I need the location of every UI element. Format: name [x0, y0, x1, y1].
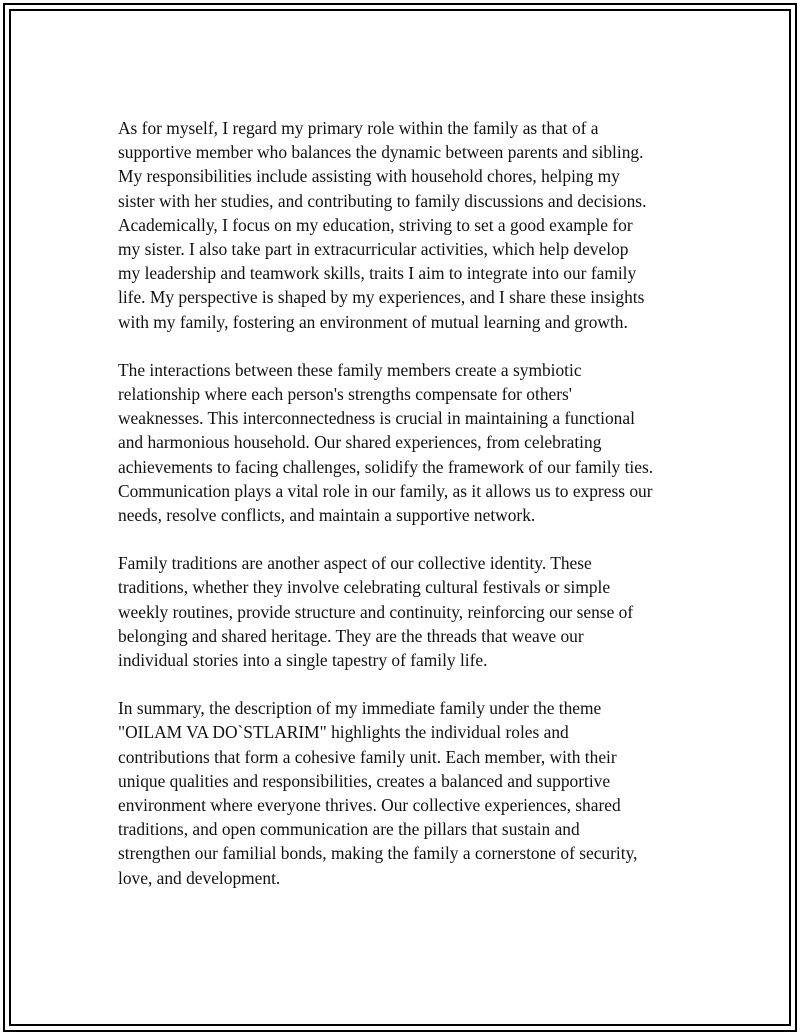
paragraph-family-traditions: Family traditions are another aspect of our collective identity. These traditions, whether they involve celebrating cultural festivals or simple weekly routines, provide structure and continuity, reinforcing our sense of belonging and shared heritage. They are the threads that weave our individual stories into a single tapestry of family life. — [118, 553, 634, 671]
document-body — [118, 116, 686, 914]
paragraph-family-interactions: The interactions between these family members create a symbiotic relationship where each person's strengths compensate for others' weaknesses. This interconnectedness is crucial in maintaining a functional and harmonious household. Our shared experiences, from celebrating achievements to facing challenges, solidify the framework of our family ties. Communication plays a vital role in our family, as it allows us to express our needs, resolve conflicts, and maintain a supportive network. — [118, 359, 654, 526]
paragraph-summary: In summary, the description of my immediate family under the theme "OILAM VA DO`STLARIM" highlights the individual roles and contributions that form a cohesive family unit. Each member, with their unique qualities and responsibilities, creates a balanced and supportive environment where everyone thrives. Our collective experiences, shared traditions, and open communication are the pillars that sustain and strengthen our familial bonds, making the family a cornerstone of security, love, and development. — [118, 698, 638, 888]
paragraph-own-role: As for myself, I regard my primary role within the family as that of a supportive member who balances the dynamic between parents and sibling. My responsibilities include assisting with household chores, helping my sister with her studies, and contributing to family discussions and decisions. Academically, I focus on my education, striving to set a good example for my sister. I also take part in extracurricular activities, which help develop my leadership and teamwork skills, traits I aim to integrate into our family life. My perspective is shaped by my experiences, and I share these insights with my family, fostering an environment of mutual learning and growth. — [118, 118, 647, 332]
